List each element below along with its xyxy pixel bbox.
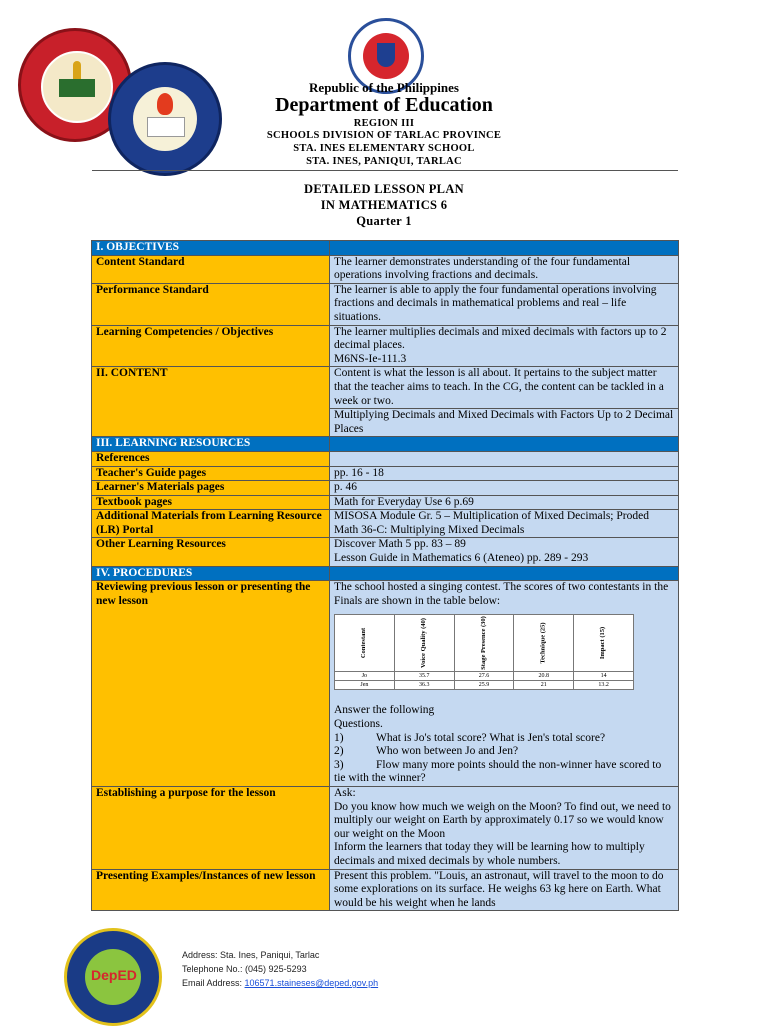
row-label: Content Standard (92, 255, 330, 283)
table-row (92, 566, 679, 581)
email-label: Email Address: (182, 978, 245, 988)
division-heading: SCHOOLS DIVISION OF TARLAC PROVINCE (266, 130, 502, 141)
row-value: pp. 16 - 18 (330, 466, 679, 481)
table-row (92, 451, 679, 466)
table-row (92, 367, 679, 409)
competency-text: The learner multiplies decimals and mixed decimals with factors up to 2 decimal places. (334, 325, 667, 352)
questions-label: Questions. (334, 718, 383, 731)
row-value: Multiplying Decimals and Mixed Decimals with Factors Up to 2 Decimal Places (330, 409, 679, 437)
row-value: Content is what the lesson is all about. It pertains to the subject matter that the teacher aims to teach. In the CG, the content can be tackled in a week or two. (330, 367, 679, 409)
table-row (92, 255, 679, 283)
republic-heading: Republic of the Philippines (309, 80, 459, 95)
row-label: Learner's Materials pages (92, 481, 330, 496)
question-item: 3) Flow many more points should the non-winner have scored to tie with the winner? (334, 758, 662, 785)
row-label: Textbook pages (92, 495, 330, 510)
row-value: p. 46 (330, 481, 679, 496)
table-row (92, 437, 679, 452)
footer-telephone: Telephone No.: (045) 925-5293 (182, 964, 307, 974)
document-title: DETAILED LESSON PLAN (304, 182, 464, 196)
question-item: 2) Who won between Jo and Jen? (334, 745, 519, 758)
address-heading: STA. INES, PANIQUI, TARLAC (306, 156, 462, 167)
competency-code: M6NS-Ie-111.3 (334, 352, 407, 365)
document-subject: IN MATHEMATICS 6 (320, 198, 448, 212)
table-row (92, 538, 679, 566)
region-heading: REGION III (353, 118, 415, 129)
answer-prompt: Answer the following (334, 704, 435, 717)
score-cell: 20.8 (514, 672, 574, 681)
score-header-row (335, 615, 634, 672)
question-item: 1) What is Jo's total score? What is Jen's total score? (334, 731, 606, 744)
score-cell: 21 (514, 681, 574, 690)
table-row (92, 510, 679, 538)
purpose-ask: Ask: (334, 787, 356, 799)
table-row (92, 869, 679, 911)
score-row (335, 672, 634, 681)
row-value (330, 581, 679, 787)
score-cell: 25.9 (454, 681, 514, 690)
school-heading: STA. INES ELEMENTARY SCHOOL (293, 143, 475, 154)
table-row (92, 787, 679, 870)
table-row (92, 581, 679, 787)
section-heading: II. CONTENT (92, 367, 330, 437)
row-label: Performance Standard (92, 283, 330, 325)
row-label: Reviewing previous lesson or presenting the new lesson (92, 581, 330, 787)
school-seal-logo: DepED (64, 928, 162, 1026)
table-row (92, 241, 679, 256)
table-row (92, 495, 679, 510)
row-label: Other Learning Resources (92, 538, 330, 566)
footer-email (182, 978, 378, 988)
purpose-text: Inform the learners that today they will be learning how to multiply decimals and mixed decimals by whole numbers. (334, 841, 645, 867)
header-divider (92, 170, 678, 171)
score-table (334, 614, 634, 690)
review-intro: The school hosted a singing contest. The scores of two contestants in the Finals are shown in the table below: (334, 581, 669, 607)
score-header: Stage Presence (30) (479, 616, 487, 671)
table-row (92, 481, 679, 496)
score-cell: 27.6 (454, 672, 514, 681)
row-value (330, 538, 679, 566)
section-heading: IV. PROCEDURES (92, 566, 330, 581)
footer-address: Address: Sta. Ines, Paniqui, Tarlac (182, 950, 320, 960)
score-cell: 35.7 (394, 672, 454, 681)
resource-line: Discover Math 5 pp. 83 – 89 (334, 538, 466, 551)
row-value: The learner is able to apply the four fundamental operations involving fractions and decimals in mathematical problems and real – life situations. (330, 283, 679, 325)
row-value: Math for Everyday Use 6 p.69 (330, 495, 679, 510)
score-header: Impact (15) (599, 627, 607, 660)
row-value (330, 787, 679, 870)
row-value: MISOSA Module Gr. 5 – Multiplication of Mixed Decimals; Proded Math 36-C: Multiplying Mixed Decimals (330, 510, 679, 538)
lesson-plan-table (91, 240, 679, 911)
row-label: Establishing a purpose for the lesson (92, 787, 330, 870)
score-header: Contestant (360, 628, 368, 659)
row-label: Learning Competencies / Objectives (92, 325, 330, 367)
row-value: Present this problem. "Louis, an astronaut, will travel to the moon to do some explorations on its surface. He weighs 63 kg here on Earth. What would be his weight when he lands (330, 869, 679, 911)
score-header: Voice Quality (40) (420, 618, 428, 669)
score-cell: 13.2 (574, 681, 634, 690)
section-heading: III. LEARNING RESOURCES (92, 437, 330, 452)
table-row (92, 466, 679, 481)
row-label: Presenting Examples/Instances of new lesson (92, 869, 330, 911)
score-row (335, 681, 634, 690)
row-label: References (92, 451, 330, 466)
purpose-text: Do you know how much we weigh on the Moon? To find out, we need to multiply our weight on Earth by approximately 0.17 so we would know our weight on the Moon (334, 800, 671, 840)
table-row (92, 325, 679, 367)
row-label: Additional Materials from Learning Resource (LR) Portal (92, 510, 330, 538)
section-heading: I. OBJECTIVES (92, 241, 330, 256)
document-quarter: Quarter 1 (356, 214, 412, 228)
row-value: The learner demonstrates understanding of the four fundamental operations involving fractions and decimals. (330, 255, 679, 283)
score-cell: 14 (574, 672, 634, 681)
row-label: Teacher's Guide pages (92, 466, 330, 481)
email-link[interactable]: 106571.staineses@deped.gov.ph (244, 978, 379, 988)
score-cell: Jen (335, 681, 395, 690)
resource-line: Lesson Guide in Mathematics 6 (Ateneo) pp. 289 - 293 (334, 552, 589, 565)
row-value (330, 325, 679, 367)
score-cell: 36.3 (394, 681, 454, 690)
table-row (92, 283, 679, 325)
score-cell: Jo (335, 672, 395, 681)
department-heading: Department of Education (275, 94, 493, 116)
score-header: Technique (25) (539, 622, 547, 664)
